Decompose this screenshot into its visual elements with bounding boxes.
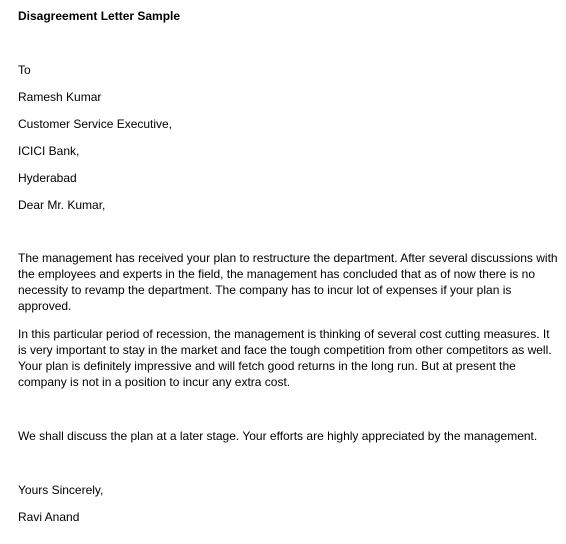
body-paragraph-3: We shall discuss the plan at a later stage. Your efforts are highly appreciated by the management. (18, 429, 538, 443)
to-label: To (18, 63, 31, 77)
closing: Yours Sincerely, (18, 483, 104, 497)
recipient-city: Hyderabad (18, 171, 77, 185)
recipient-name: Ramesh Kumar (18, 90, 102, 104)
body-paragraph-2: In this particular period of recession, the management is thinking of several cost cutting measures. It is very important to stay in the market and face the tough competition from other competitors as well. Your plan is definitely impressive and will fetch good returns in the long run. But at present the company is not in a position to incur any extra cost. (18, 327, 552, 389)
recipient-company: ICICI Bank, (18, 144, 80, 158)
recipient-title: Customer Service Executive, (18, 117, 173, 131)
signature-name: Ravi Anand (18, 510, 80, 524)
document-title: Disagreement Letter Sample (18, 9, 181, 23)
salutation: Dear Mr. Kumar, (18, 198, 106, 212)
body-paragraph-1: The management has received your plan to restructure the department. After several discussions with the employees and experts in the field, the management has concluded that as of now there is no necessity to revamp the department. The company has to incur lot of expenses if your plan is approved. (18, 251, 558, 313)
